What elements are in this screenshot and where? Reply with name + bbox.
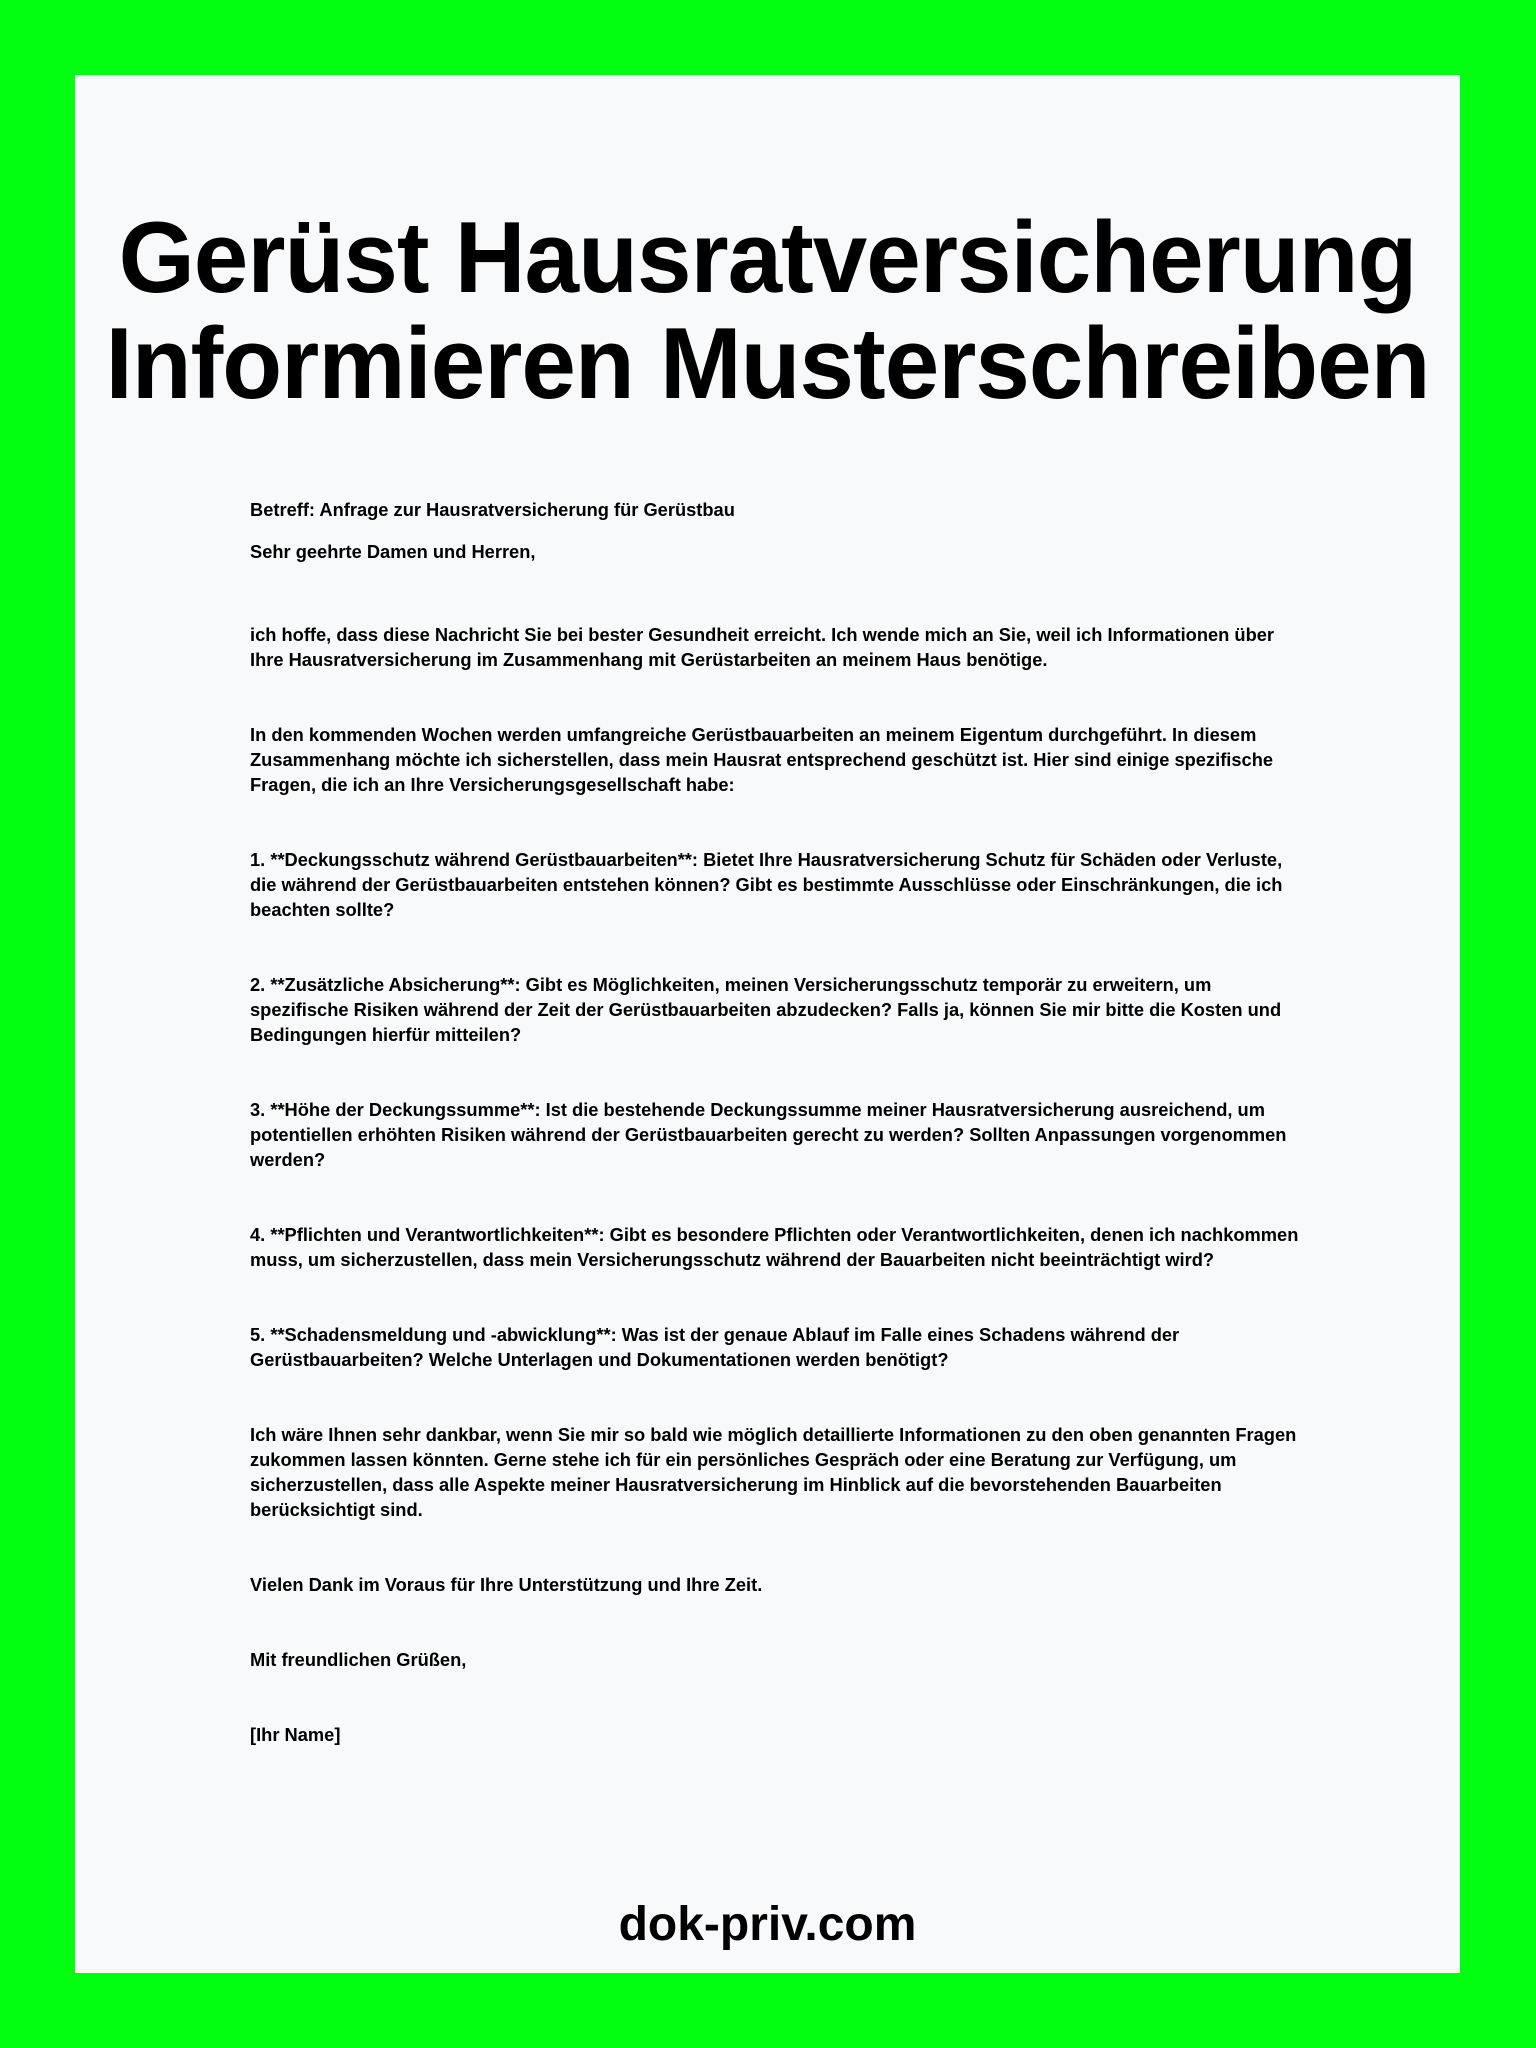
question-item: 5. **Schadensmeldung und -abwicklung**: Was ist der genaue Ablauf im Falle eines Schadens während der Gerüstbauarbeiten? Welche Unterlagen und Dokumentationen werden benötigt?	[250, 1324, 1180, 1370]
question-item: 3. **Höhe der Deckungssumme**: Ist die bestehende Deckungssumme meiner Hausratversicherung ausreichend, um potentiellen erhöhten Risiken während der Gerüstbauarbeiten gerecht zu werden? Sollten Anpassungen vorgenommen werden?	[250, 1099, 1287, 1170]
letter-thanks: Vielen Dank im Voraus für Ihre Unterstützung und Ihre Zeit.	[250, 1574, 763, 1595]
letter-signature: [Ihr Name]	[250, 1724, 341, 1745]
question-item: 4. **Pflichten und Verantwortlichkeiten**: Gibt es besondere Pflichten oder Verantwortlichkeiten, denen ich nachkommen muss, um sicherzustellen, dass mein Versicherungsschutz während der Bauarbeiten nicht beeinträchtigt wird?	[250, 1224, 1299, 1270]
letter-subject: Betreff: Anfrage zur Hausratversicherung für Gerüstbau	[250, 499, 735, 520]
page-title	[76, 202, 1458, 420]
letter-salutation: Sehr geehrte Damen und Herren,	[250, 541, 536, 562]
letter-context: In den kommenden Wochen werden umfangreiche Gerüstbauarbeiten an meinem Eigentum durchgeführt. In diesem Zusammenhang möchte ich sicherstellen, dass mein Hausrat entsprechend geschützt ist. Hier sind einige spezifische Fragen, die ich an Ihre Versicherungsgesellschaft habe:	[250, 724, 1274, 795]
title-line-2: Informieren Musterschreiben	[105, 308, 1430, 420]
letter-closing: Mit freundlichen Grüßen,	[250, 1649, 467, 1670]
letter-request: Ich wäre Ihnen sehr dankbar, wenn Sie mir so bald wie möglich detaillierte Informationen zu den oben genannten Fragen zukommen lassen könnten. Gerne stehe ich für ein persönliches Gespräch oder eine Beratung zur Verfügung, um sicherzustellen, dass alle Aspekte meiner Hausratversicherung im Hinblick auf die bevorstehenden Bauarbeiten berücksichtigt sind.	[250, 1424, 1297, 1520]
question-item: 2. **Zusätzliche Absicherung**: Gibt es Möglichkeiten, meinen Versicherungsschutz temporär zu erweitern, um spezifische Risiken während der Zeit der Gerüstbauarbeiten abzudecken? Falls ja, können Sie mir bitte die Kosten und Bedingungen hierfür mitteilen?	[250, 974, 1282, 1045]
title-line-1: Gerüst Hausratversicherung	[118, 202, 1417, 314]
question-item: 1. **Deckungsschutz während Gerüstbauarbeiten**: Bietet Ihre Hausratversicherung Schutz für Schäden oder Verluste, die während der Gerüstbauarbeiten entstehen können? Gibt es bestimmte Ausschlüsse oder Einschränkungen, die ich beachten sollte?	[250, 849, 1283, 920]
document-page	[75, 75, 1460, 1973]
letter-intro: ich hoffe, dass diese Nachricht Sie bei bester Gesundheit erreicht. Ich wende mich an Sie, weil ich Informationen über Ihre Hausratversicherung im Zusammenhang mit Gerüstarbeiten an meinem Haus benötige.	[250, 624, 1275, 670]
letter-body	[250, 497, 1310, 1747]
footer-site-name: dok-priv.com	[618, 1898, 917, 1951]
